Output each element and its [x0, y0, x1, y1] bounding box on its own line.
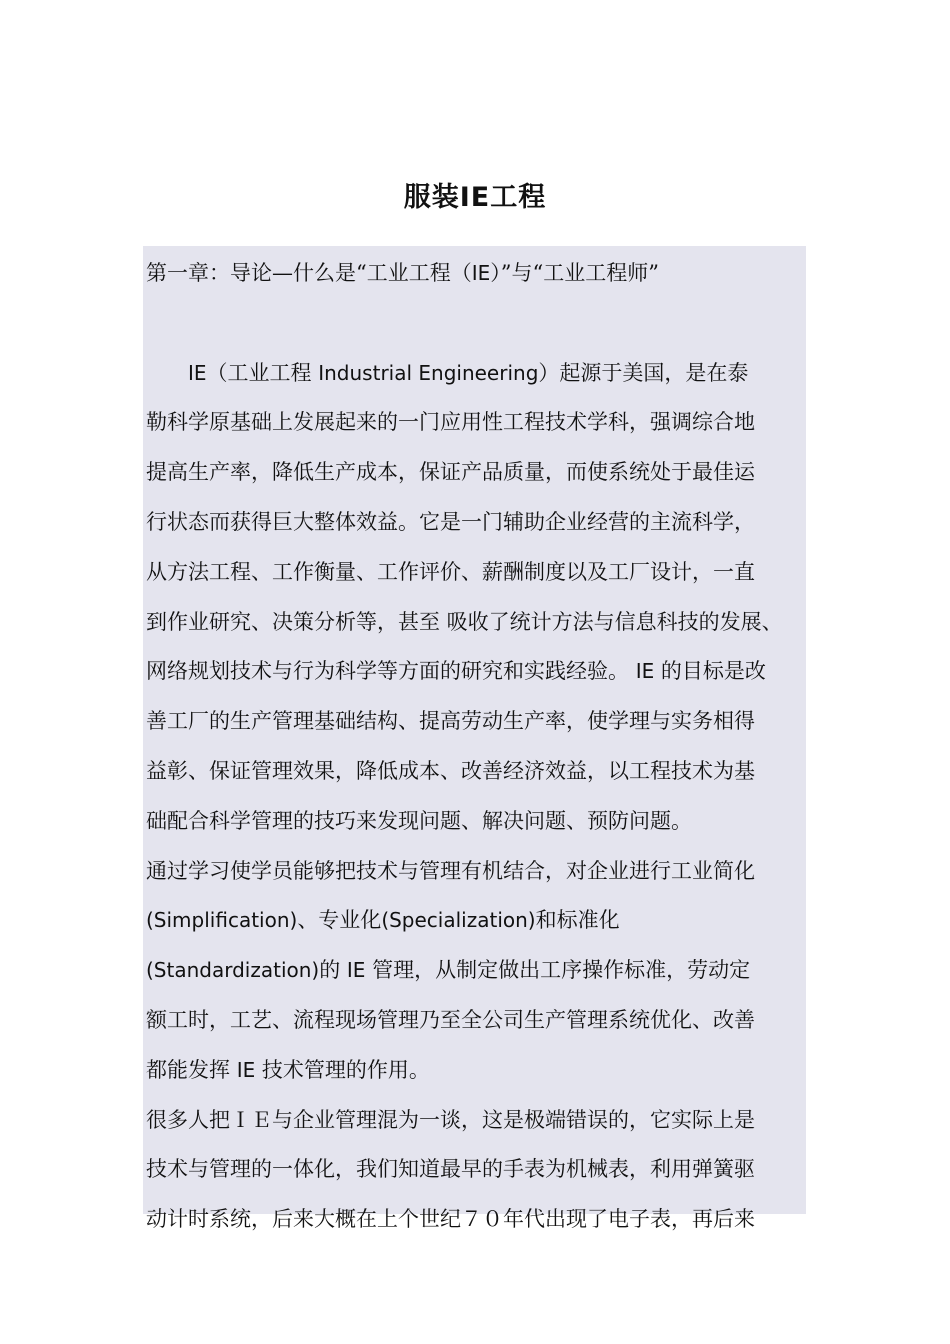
paragraph-line: 提高生产率，降低生产成本，保证产品质量，而使系统处于最佳运 — [146, 460, 755, 484]
paragraph-line: 都能发挥 IE 技术管理的作用。 — [146, 1058, 430, 1082]
paragraph-line: 额工时，工艺、流程现场管理乃至全公司生产管理系统优化、改善 — [146, 1008, 755, 1032]
paragraph-line: (Standardization)的 IE 管理，从制定做出工序操作标准，劳动定 — [146, 958, 751, 982]
paragraph-line: IE（工业工程 Industrial Engineering）起源于美国，是在泰 — [188, 361, 749, 385]
paragraph-line: 础配合科学管理的技巧来发现问题、解决问题、预防问题。 — [146, 809, 692, 833]
document-title: 服装IE工程 — [403, 182, 547, 213]
paragraph-line: 益彰、保证管理效果，降低成本、改善经济效益，以工程技术为基 — [146, 759, 755, 783]
paragraph-line: 通过学习使学员能够把技术与管理有机结合，对企业进行工业简化 — [146, 859, 755, 883]
paragraph-line: 网络规划技术与行为科学等方面的研究和实践经验。 IE 的目标是改 — [146, 659, 766, 683]
chapter-heading: 第一章：导论—什么是“工业工程（IE）”与“工业工程师” — [146, 261, 660, 285]
paragraph-line: (Simplification)、专业化(Specialization)和标准化 — [146, 908, 620, 932]
paragraph-line: 善工厂的生产管理基础结构、提高劳动生产率，使学理与实务相得 — [146, 709, 755, 733]
paragraph-line: 行状态而获得巨大整体效益。它是一门辅助企业经营的主流科学， — [146, 510, 755, 534]
paragraph-line: 勒科学原基础上发展起来的一门应用性工程技术学科，强调综合地 — [146, 410, 755, 434]
paragraph-line: 从方法工程、工作衡量、工作评价、薪酬制度以及工厂设计，一直 — [146, 560, 755, 584]
paragraph-line: 很多人把ＩＥ与企业管理混为一谈，这是极端错误的，它实际上是 — [146, 1108, 755, 1132]
paragraph-line: 技术与管理的一体化，我们知道最早的手表为机械表，利用弹簧驱 — [146, 1157, 755, 1181]
paragraph-line: 动计时系统，后来大概在上个世纪７０年代出现了电子表，再后来 — [146, 1207, 755, 1231]
paragraph-line: 到作业研究、决策分析等，甚至 吸收了统计方法与信息科技的发展、 — [146, 610, 783, 634]
